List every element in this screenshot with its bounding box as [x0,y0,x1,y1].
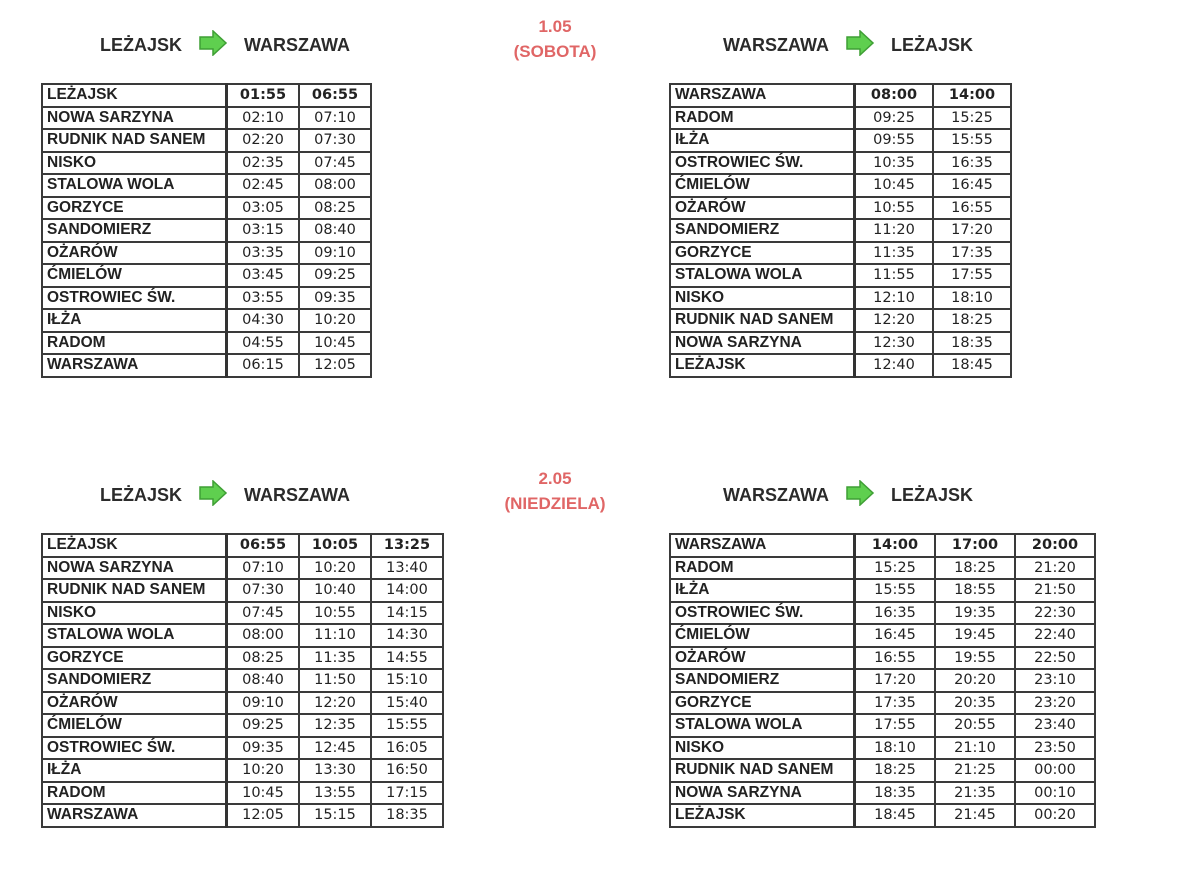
departure-time: 17:35 [855,692,936,715]
stop-name: OŻARÓW [670,647,855,670]
table-row [42,534,443,557]
stop-name: RADOM [42,782,227,805]
stop-name: GORZYCE [670,692,855,715]
table-row [42,152,371,175]
stop-name: SANDOMIERZ [42,669,227,692]
stop-name: OSTROWIEC ŚW. [42,737,227,760]
departure-time: 13:30 [299,759,371,782]
departure-time: 06:55 [299,84,371,107]
departure-time: 17:20 [933,219,1011,242]
table-row [670,737,1095,760]
stop-name: SANDOMIERZ [670,219,855,242]
departure-time: 12:20 [855,309,934,332]
stop-name: OSTROWIEC ŚW. [670,152,855,175]
route-from: WARSZAWA [723,485,829,505]
table-row [42,804,443,827]
stop-name: NISKO [42,602,227,625]
departure-time: 02:35 [227,152,300,175]
table-row [670,759,1095,782]
date: 1.05 [538,17,572,36]
departure-time: 07:10 [227,557,300,580]
stop-name: NISKO [670,737,855,760]
stop-name: STALOWA WOLA [670,714,855,737]
stop-name: WARSZAWA [42,354,227,377]
departure-time: 10:20 [299,309,371,332]
table-row [42,309,371,332]
departure-time: 17:55 [855,714,936,737]
route-to: LEŻAJSK [891,35,974,55]
table-row [670,309,1011,332]
departure-time: 18:45 [855,804,936,827]
stop-name: NISKO [670,287,855,310]
departure-time: 04:30 [227,309,300,332]
departure-time: 07:30 [227,579,300,602]
departure-time: 11:35 [299,647,371,670]
departure-time: 02:45 [227,174,300,197]
departure-time: 10:45 [855,174,934,197]
stop-name: OŻARÓW [42,242,227,265]
departure-time: 20:20 [935,669,1015,692]
stop-name: WARSZAWA [670,84,855,107]
departure-time: 14:00 [933,84,1011,107]
departure-time: 06:15 [227,354,300,377]
departure-time: 12:20 [299,692,371,715]
table-row [670,602,1095,625]
departure-time: 16:45 [933,174,1011,197]
table-row [670,692,1095,715]
departure-time: 09:25 [299,264,371,287]
stop-name: RUDNIK NAD SANEM [42,129,227,152]
table-row [670,129,1011,152]
table-row [42,107,371,130]
route-to: WARSZAWA [244,35,351,55]
arrow-right-icon [198,30,228,61]
departure-time: 13:40 [371,557,443,580]
table-row [42,669,443,692]
route-to: LEŻAJSK [891,485,974,505]
departure-time: 07:45 [227,602,300,625]
route-header-d1-out [100,30,350,61]
table-row [670,579,1095,602]
stop-name: OSTROWIEC ŚW. [670,602,855,625]
route-from: WARSZAWA [723,35,829,55]
table-row [42,647,443,670]
table-row [42,287,371,310]
stop-name: GORZYCE [670,242,855,265]
stop-name: OSTROWIEC ŚW. [42,287,227,310]
departure-time: 18:10 [855,737,936,760]
date-label-d1 [495,14,615,64]
departure-time: 10:05 [299,534,371,557]
table-row [670,264,1011,287]
departure-time: 10:45 [227,782,300,805]
departure-time: 22:30 [1015,602,1095,625]
departure-time: 12:05 [299,354,371,377]
departure-time: 13:55 [299,782,371,805]
departure-time: 18:25 [855,759,936,782]
departure-time: 16:35 [855,602,936,625]
departure-time: 19:55 [935,647,1015,670]
route-from: LEŻAJSK [100,35,183,55]
departure-time: 07:45 [299,152,371,175]
stop-name: RADOM [670,557,855,580]
departure-time: 15:25 [855,557,936,580]
departure-time: 21:10 [935,737,1015,760]
departure-time: 13:25 [371,534,443,557]
stop-name: IŁŻA [42,759,227,782]
departure-time: 10:45 [299,332,371,355]
stop-name: RADOM [670,107,855,130]
departure-time: 03:05 [227,197,300,220]
table-row [42,759,443,782]
departure-time: 21:25 [935,759,1015,782]
departure-time: 18:35 [933,332,1011,355]
table-row [670,669,1095,692]
stop-name: WARSZAWA [670,534,855,557]
departure-time: 18:55 [935,579,1015,602]
weekday: (NIEDZIELA) [504,494,606,513]
departure-time: 08:00 [855,84,934,107]
table-row [42,174,371,197]
departure-time: 03:55 [227,287,300,310]
departure-time: 08:25 [299,197,371,220]
stop-name: IŁŻA [42,309,227,332]
stop-name: LEŻAJSK [42,534,227,557]
table-row [42,332,371,355]
table-row [670,152,1011,175]
stop-name: ĆMIELÓW [42,714,227,737]
departure-time: 20:35 [935,692,1015,715]
departure-time: 10:40 [299,579,371,602]
table-row [670,197,1011,220]
stop-name: STALOWA WOLA [42,174,227,197]
departure-time: 08:25 [227,647,300,670]
departure-time: 14:30 [371,624,443,647]
table-row [670,624,1095,647]
stop-name: ĆMIELÓW [42,264,227,287]
stop-name: STALOWA WOLA [42,624,227,647]
table-row [670,219,1011,242]
table-row [670,287,1011,310]
departure-time: 12:10 [855,287,934,310]
departure-time: 23:40 [1015,714,1095,737]
timetable-d2-outbound [41,533,444,828]
table-row [42,557,443,580]
departure-time: 19:35 [935,602,1015,625]
table-row [42,737,443,760]
departure-time: 12:45 [299,737,371,760]
departure-time: 21:35 [935,782,1015,805]
departure-time: 02:20 [227,129,300,152]
table-row [42,602,443,625]
departure-time: 12:05 [227,804,300,827]
departure-time: 09:10 [299,242,371,265]
departure-time: 07:30 [299,129,371,152]
departure-time: 12:40 [855,354,934,377]
departure-time: 04:55 [227,332,300,355]
departure-time: 20:00 [1015,534,1095,557]
table-row [42,264,371,287]
departure-time: 12:30 [855,332,934,355]
stop-name: RADOM [42,332,227,355]
stop-name: IŁŻA [670,579,855,602]
departure-time: 09:25 [227,714,300,737]
stop-name: OŻARÓW [42,692,227,715]
departure-time: 17:15 [371,782,443,805]
table-row [42,624,443,647]
stop-name: ĆMIELÓW [670,174,855,197]
stop-name: GORZYCE [42,647,227,670]
stop-name: NOWA SARZYNA [42,557,227,580]
departure-time: 18:45 [933,354,1011,377]
departure-time: 07:10 [299,107,371,130]
departure-time: 15:55 [933,129,1011,152]
departure-time: 03:15 [227,219,300,242]
stop-name: LEŻAJSK [42,84,227,107]
timetable-d1-outbound [41,83,372,378]
departure-time: 08:40 [299,219,371,242]
departure-time: 23:50 [1015,737,1095,760]
departure-time: 10:35 [855,152,934,175]
departure-time: 18:25 [933,309,1011,332]
departure-time: 11:20 [855,219,934,242]
departure-time: 09:25 [855,107,934,130]
stop-name: OŻARÓW [670,197,855,220]
stop-name: SANDOMIERZ [670,669,855,692]
departure-time: 15:10 [371,669,443,692]
route-header-d2-ret [723,480,973,511]
table-row [670,354,1011,377]
table-row [42,354,371,377]
departure-time: 14:00 [855,534,936,557]
departure-time: 10:55 [299,602,371,625]
table-row [42,579,443,602]
departure-time: 08:00 [227,624,300,647]
stop-name: WARSZAWA [42,804,227,827]
table-row [670,332,1011,355]
departure-time: 15:55 [371,714,443,737]
departure-time: 18:25 [935,557,1015,580]
departure-time: 21:45 [935,804,1015,827]
departure-time: 17:35 [933,242,1011,265]
departure-time: 10:20 [299,557,371,580]
departure-time: 00:20 [1015,804,1095,827]
stop-name: RUDNIK NAD SANEM [42,579,227,602]
stop-name: NOWA SARZYNA [670,782,855,805]
departure-time: 12:35 [299,714,371,737]
stop-name: LEŻAJSK [670,804,855,827]
table-row [670,714,1095,737]
departure-time: 09:35 [299,287,371,310]
timetable-d2-return [669,533,1096,828]
table-row [42,84,371,107]
departure-time: 10:55 [855,197,934,220]
table-row [670,782,1095,805]
departure-time: 22:50 [1015,647,1095,670]
departure-time: 19:45 [935,624,1015,647]
departure-time: 16:45 [855,624,936,647]
table-row [42,219,371,242]
departure-time: 10:20 [227,759,300,782]
departure-time: 15:15 [299,804,371,827]
departure-time: 03:35 [227,242,300,265]
departure-time: 02:10 [227,107,300,130]
departure-time: 22:40 [1015,624,1095,647]
departure-time: 23:10 [1015,669,1095,692]
stop-name: RUDNIK NAD SANEM [670,309,855,332]
timetable-d1-return [669,83,1012,378]
departure-time: 03:45 [227,264,300,287]
route-header-d1-ret [723,30,973,61]
table-row [42,714,443,737]
departure-time: 00:00 [1015,759,1095,782]
departure-time: 09:55 [855,129,934,152]
departure-time: 16:05 [371,737,443,760]
departure-time: 18:35 [855,782,936,805]
date-label-d2 [495,466,615,516]
departure-time: 16:35 [933,152,1011,175]
departure-time: 18:35 [371,804,443,827]
departure-time: 16:55 [933,197,1011,220]
departure-time: 16:50 [371,759,443,782]
departure-time: 14:00 [371,579,443,602]
stop-name: LEŻAJSK [670,354,855,377]
table-row [670,647,1095,670]
table-row [670,804,1095,827]
route-to: WARSZAWA [244,485,351,505]
route-header-d2-out [100,480,350,511]
departure-time: 18:10 [933,287,1011,310]
departure-time: 23:20 [1015,692,1095,715]
departure-time: 17:55 [933,264,1011,287]
stop-name: NOWA SARZYNA [670,332,855,355]
weekday: (SOBOTA) [513,42,597,61]
departure-time: 06:55 [227,534,300,557]
table-row [670,107,1011,130]
stop-name: SANDOMIERZ [42,219,227,242]
departure-time: 11:50 [299,669,371,692]
departure-time: 09:10 [227,692,300,715]
stop-name: RUDNIK NAD SANEM [670,759,855,782]
table-row [670,242,1011,265]
departure-time: 17:20 [855,669,936,692]
route-from: LEŻAJSK [100,485,183,505]
date: 2.05 [538,469,572,488]
arrow-right-icon [198,480,228,511]
stop-name: ĆMIELÓW [670,624,855,647]
departure-time: 21:50 [1015,579,1095,602]
table-row [670,84,1011,107]
table-row [42,129,371,152]
arrow-right-icon [845,480,875,511]
departure-time: 11:35 [855,242,934,265]
arrow-right-icon [845,30,875,61]
departure-time: 09:35 [227,737,300,760]
stop-name: NOWA SARZYNA [42,107,227,130]
departure-time: 14:55 [371,647,443,670]
departure-time: 11:55 [855,264,934,287]
departure-time: 00:10 [1015,782,1095,805]
departure-time: 15:25 [933,107,1011,130]
departure-time: 11:10 [299,624,371,647]
stop-name: GORZYCE [42,197,227,220]
departure-time: 16:55 [855,647,936,670]
departure-time: 08:00 [299,174,371,197]
table-row [670,534,1095,557]
table-row [42,692,443,715]
table-row [670,174,1011,197]
table-row [42,197,371,220]
stop-name: STALOWA WOLA [670,264,855,287]
departure-time: 17:00 [935,534,1015,557]
departure-time: 01:55 [227,84,300,107]
stop-name: IŁŻA [670,129,855,152]
table-row [42,782,443,805]
table-row [670,557,1095,580]
departure-time: 14:15 [371,602,443,625]
departure-time: 21:20 [1015,557,1095,580]
departure-time: 15:40 [371,692,443,715]
departure-time: 20:55 [935,714,1015,737]
table-row [42,242,371,265]
stop-name: NISKO [42,152,227,175]
departure-time: 08:40 [227,669,300,692]
departure-time: 15:55 [855,579,936,602]
